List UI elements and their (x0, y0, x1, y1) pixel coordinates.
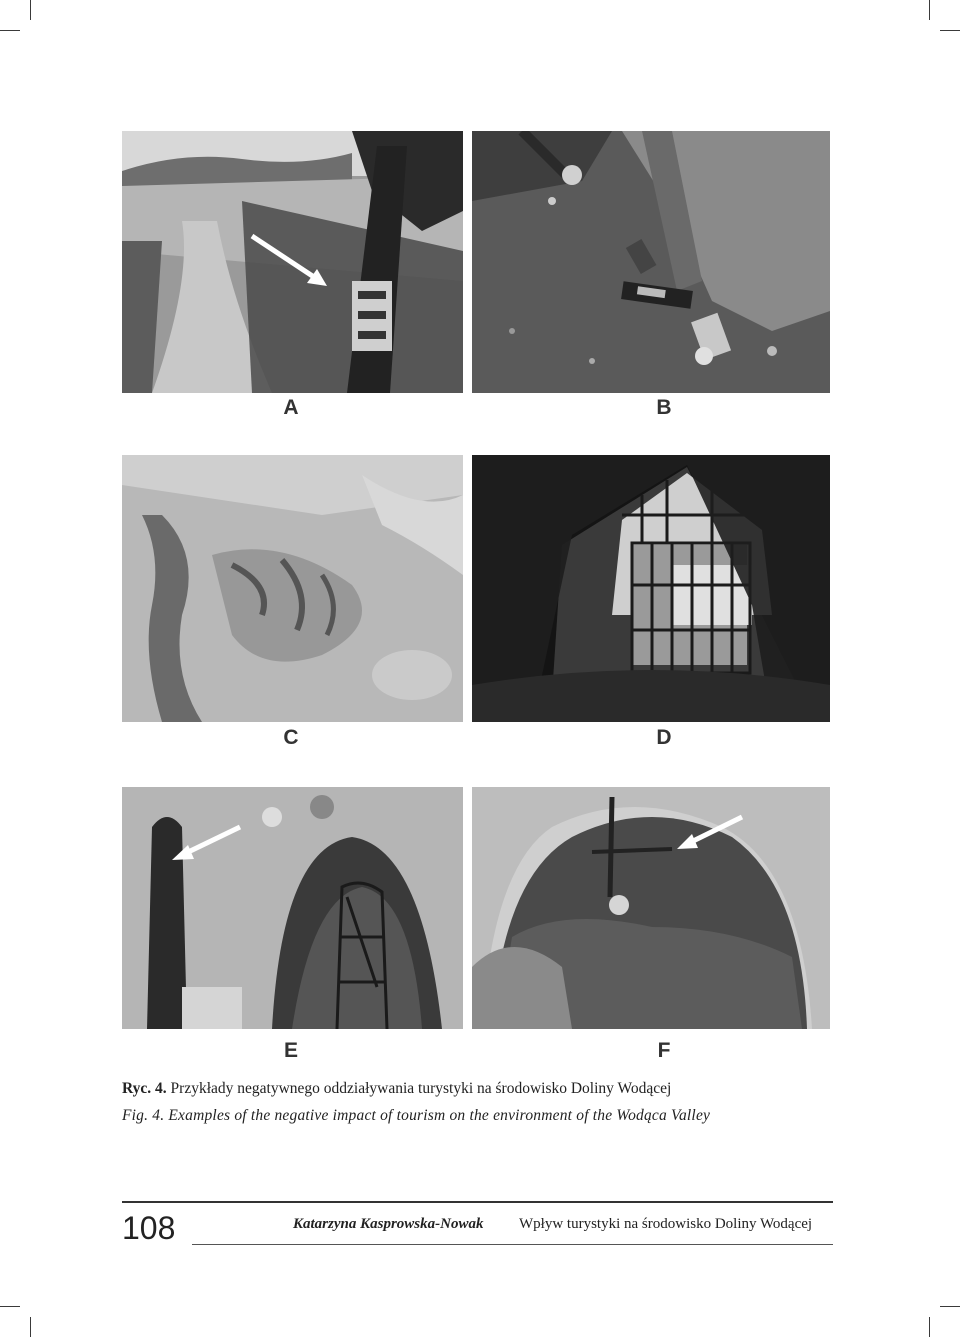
caption-polish-text: Przykłady negatywnego oddziaływania turystyki na środowisko Doliny Wodącej (170, 1080, 672, 1097)
running-title: Wpływ turystyki na środowisko Doliny Wodącej (519, 1216, 813, 1232)
crop-mark (0, 30, 20, 31)
caption-polish (122, 1080, 671, 1098)
crop-mark (929, 1317, 930, 1337)
crop-mark (940, 30, 960, 31)
panel-label-e: E (283, 1039, 298, 1062)
footer-rule (122, 1201, 833, 1203)
panel-label-f: F (657, 1039, 671, 1062)
photo-b (472, 131, 830, 393)
page-number: 108 (122, 1210, 176, 1246)
photo-a (122, 131, 463, 393)
running-author: Katarzyna Kasprowska-Nowak (293, 1216, 484, 1232)
panel-label-d: D (656, 726, 672, 749)
crop-mark (940, 1306, 960, 1307)
crop-mark (30, 0, 31, 20)
caption-english (122, 1107, 710, 1125)
crop-mark (929, 0, 930, 20)
photo-e (122, 787, 463, 1029)
panel-label-b: B (656, 396, 672, 419)
footer-underline (192, 1244, 833, 1245)
photo-c (122, 455, 463, 722)
panel-label-a: A (283, 396, 299, 419)
caption-polish-number: Ryc. 4. (122, 1080, 167, 1097)
photo-d (472, 455, 830, 722)
panel-label-c: C (283, 726, 299, 749)
caption-english-number: Fig. 4. (122, 1107, 165, 1124)
photo-f (472, 787, 830, 1029)
crop-mark (30, 1317, 31, 1337)
caption-english-text: Examples of the negative impact of tourism on the environment of the Wodąca Valley (168, 1107, 711, 1124)
crop-mark (0, 1306, 20, 1307)
